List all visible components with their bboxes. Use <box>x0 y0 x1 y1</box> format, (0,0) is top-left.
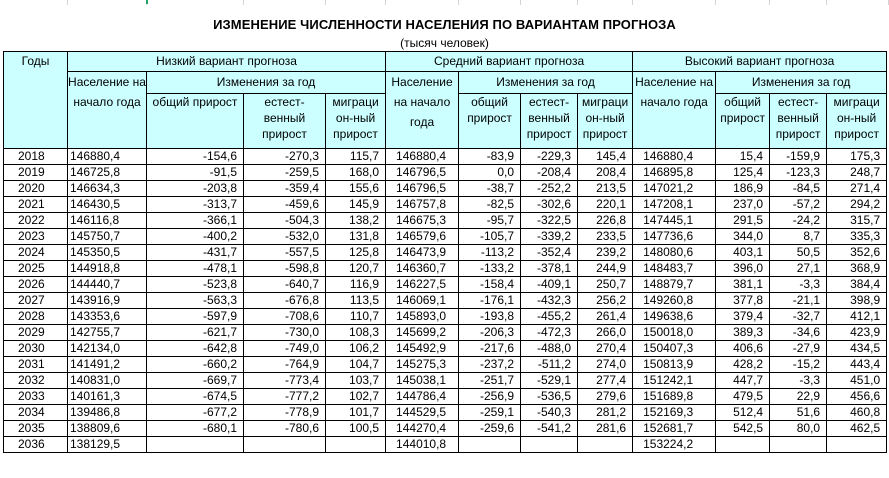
cell-total-mid[interactable] <box>459 437 521 453</box>
header-mid-variant[interactable]: Средний вариант прогноза <box>386 52 633 72</box>
cell-pop-low[interactable]: 140161,3 <box>68 389 147 405</box>
cell-migration-high[interactable]: 423,9 <box>827 325 887 341</box>
table-row <box>4 357 887 373</box>
cell-pop-mid[interactable]: 146675,3 <box>386 213 459 229</box>
cell-migration-mid[interactable]: 226,8 <box>578 213 633 229</box>
cell-pop-mid[interactable]: 145492,9 <box>386 341 459 357</box>
cell-migration-mid[interactable]: 208,4 <box>578 165 633 181</box>
cell-migration-mid[interactable]: 279,6 <box>578 389 633 405</box>
header-total-growth-low[interactable]: общий прирост <box>147 94 244 149</box>
cell-pop-low[interactable]: 146116,8 <box>68 213 147 229</box>
cell-natural-low[interactable] <box>244 437 326 453</box>
cell-natural-high[interactable]: -34,6 <box>770 325 827 341</box>
cell-natural-high[interactable]: -159,9 <box>770 149 827 165</box>
cell-migration-mid[interactable] <box>578 437 633 453</box>
cell-natural-low[interactable]: -598,8 <box>244 261 326 277</box>
cell-pop-mid[interactable]: 144786,4 <box>386 389 459 405</box>
header-changes-low[interactable]: Изменения за год <box>147 72 386 94</box>
cell-total-mid[interactable]: 0,0 <box>459 165 521 181</box>
active-cell-indicator <box>146 0 148 4</box>
cell-year[interactable]: 2035 <box>4 421 68 437</box>
cell-natural-low[interactable]: -778,9 <box>244 405 326 421</box>
cell-total-low[interactable]: -91,5 <box>147 165 244 181</box>
cell-pop-mid[interactable]: 144010,8 <box>386 437 459 453</box>
cell-natural-mid[interactable]: -322,5 <box>521 213 578 229</box>
cell-total-high[interactable]: 406,6 <box>716 341 770 357</box>
cell-natural-mid[interactable]: -208,4 <box>521 165 578 181</box>
cell-pop-high[interactable]: 150813,9 <box>633 357 716 373</box>
cell-pop-low[interactable]: 142134,0 <box>68 341 147 357</box>
table-subtitle: (тысяч человек) <box>400 36 489 50</box>
cell-pop-mid[interactable]: 146069,1 <box>386 293 459 309</box>
cell-pop-mid[interactable]: 146360,7 <box>386 261 459 277</box>
cell-year[interactable]: 2030 <box>4 341 68 357</box>
cell-pop-low[interactable]: 144918,8 <box>68 261 147 277</box>
cell-year[interactable]: 2025 <box>4 261 68 277</box>
cell-natural-low[interactable]: -259,5 <box>244 165 326 181</box>
cell-pop-high[interactable]: 147021,2 <box>633 181 716 197</box>
cell-natural-high[interactable]: -57,2 <box>770 197 827 213</box>
cell-migration-low[interactable]: 131,8 <box>326 229 386 245</box>
cell-natural-low[interactable]: -780,6 <box>244 421 326 437</box>
cell-pop-mid[interactable]: 145699,2 <box>386 325 459 341</box>
cell-year[interactable]: 2018 <box>4 149 68 165</box>
header-natural-growth-mid[interactable]: естест-венный прирост <box>521 94 578 149</box>
cell-natural-high[interactable]: -27,9 <box>770 341 827 357</box>
cell-natural-mid[interactable]: -229,3 <box>521 149 578 165</box>
cell-natural-high[interactable]: -21,1 <box>770 293 827 309</box>
cell-migration-high[interactable]: 368,9 <box>827 261 887 277</box>
table-row <box>4 277 887 293</box>
cell-natural-mid[interactable]: -488,0 <box>521 341 578 357</box>
cell-migration-high[interactable]: 462,5 <box>827 421 887 437</box>
cell-total-low[interactable]: -154,6 <box>147 149 244 165</box>
cell-migration-high[interactable] <box>827 437 887 453</box>
cell-natural-high[interactable]: 50,5 <box>770 245 827 261</box>
cell-total-mid[interactable]: -256,9 <box>459 389 521 405</box>
cell-year[interactable]: 2020 <box>4 181 68 197</box>
table-row <box>4 405 887 421</box>
header-natural-growth-high[interactable]: естест-венный прирост <box>770 94 827 149</box>
cell-total-mid[interactable]: -217,6 <box>459 341 521 357</box>
cell-total-low[interactable]: -597,9 <box>147 309 244 325</box>
cell-migration-mid[interactable]: 281,6 <box>578 421 633 437</box>
cell-natural-mid[interactable]: -540,3 <box>521 405 578 421</box>
table-row <box>4 421 887 437</box>
cell-migration-low[interactable]: 106,2 <box>326 341 386 357</box>
cell-total-mid[interactable]: -237,2 <box>459 357 521 373</box>
cell-year[interactable]: 2021 <box>4 197 68 213</box>
cell-total-high[interactable]: 291,5 <box>716 213 770 229</box>
cell-total-low[interactable]: -563,3 <box>147 293 244 309</box>
cell-pop-high[interactable]: 153224,2 <box>633 437 716 453</box>
cell-pop-low[interactable]: 138129,5 <box>68 437 147 453</box>
cell-natural-mid[interactable]: -302,6 <box>521 197 578 213</box>
header-years[interactable]: Годы <box>4 52 68 149</box>
cell-total-low[interactable]: -478,1 <box>147 261 244 277</box>
cell-migration-low[interactable]: 116,9 <box>326 277 386 293</box>
cell-pop-low[interactable]: 139486,8 <box>68 405 147 421</box>
cell-migration-mid[interactable]: 277,4 <box>578 373 633 389</box>
cell-pop-mid[interactable]: 145038,1 <box>386 373 459 389</box>
cell-pop-mid[interactable]: 144270,4 <box>386 421 459 437</box>
cell-migration-low[interactable]: 110,7 <box>326 309 386 325</box>
cell-year[interactable]: 2027 <box>4 293 68 309</box>
cell-natural-low[interactable]: -773,4 <box>244 373 326 389</box>
cell-total-high[interactable]: 512,4 <box>716 405 770 421</box>
cell-natural-high[interactable]: -123,3 <box>770 165 827 181</box>
table-body <box>4 149 887 453</box>
header-changes-high[interactable]: Изменения за год <box>716 72 887 94</box>
cell-total-high[interactable]: 389,3 <box>716 325 770 341</box>
cell-pop-low[interactable]: 146430,5 <box>68 197 147 213</box>
cell-total-high[interactable]: 379,4 <box>716 309 770 325</box>
table-row <box>4 245 887 261</box>
cell-pop-high[interactable]: 146895,8 <box>633 165 716 181</box>
cell-total-low[interactable]: -674,5 <box>147 389 244 405</box>
cell-total-high[interactable]: 344,0 <box>716 229 770 245</box>
cell-total-high[interactable]: 428,2 <box>716 357 770 373</box>
cell-natural-mid[interactable]: -511,2 <box>521 357 578 373</box>
cell-pop-high[interactable]: 151242,1 <box>633 373 716 389</box>
cell-total-high[interactable]: 186,9 <box>716 181 770 197</box>
cell-pop-high[interactable]: 150018,0 <box>633 325 716 341</box>
cell-migration-high[interactable]: 412,1 <box>827 309 887 325</box>
cell-natural-low[interactable]: -270,3 <box>244 149 326 165</box>
cell-total-mid[interactable]: -193,8 <box>459 309 521 325</box>
cell-year[interactable]: 2026 <box>4 277 68 293</box>
cell-migration-mid[interactable]: 239,2 <box>578 245 633 261</box>
cell-pop-high[interactable]: 147208,1 <box>633 197 716 213</box>
header-pop-start-mid[interactable]: Население на начало года <box>386 72 459 149</box>
cell-natural-mid[interactable]: -252,2 <box>521 181 578 197</box>
cell-pop-mid[interactable]: 146579,6 <box>386 229 459 245</box>
population-forecast-table <box>3 51 887 453</box>
cell-pop-mid[interactable]: 145275,3 <box>386 357 459 373</box>
cell-migration-high[interactable]: 294,2 <box>827 197 887 213</box>
cell-pop-mid[interactable]: 146796,5 <box>386 165 459 181</box>
cell-natural-mid[interactable] <box>521 437 578 453</box>
cell-pop-high[interactable]: 146880,4 <box>633 149 716 165</box>
cell-migration-high[interactable]: 175,3 <box>827 149 887 165</box>
cell-total-low[interactable]: -313,7 <box>147 197 244 213</box>
cell-natural-high[interactable]: -84,5 <box>770 181 827 197</box>
cell-natural-mid[interactable]: -536,5 <box>521 389 578 405</box>
cell-pop-high[interactable]: 148879,7 <box>633 277 716 293</box>
cell-migration-mid[interactable]: 261,4 <box>578 309 633 325</box>
cell-total-mid[interactable]: -259,1 <box>459 405 521 421</box>
cell-total-low[interactable]: -677,2 <box>147 405 244 421</box>
cell-natural-high[interactable]: 22,9 <box>770 389 827 405</box>
cell-migration-low[interactable] <box>326 437 386 453</box>
cell-migration-low[interactable]: 108,3 <box>326 325 386 341</box>
cell-natural-low[interactable]: -359,4 <box>244 181 326 197</box>
table-row <box>4 165 887 181</box>
cell-natural-high[interactable]: 51,6 <box>770 405 827 421</box>
table-row <box>4 213 887 229</box>
cell-pop-low[interactable]: 146634,3 <box>68 181 147 197</box>
table-row <box>4 149 887 165</box>
header-low-variant[interactable]: Низкий вариант прогноза <box>68 52 386 72</box>
header-total-growth-mid[interactable]: общий прирост <box>459 94 521 149</box>
cell-total-mid[interactable]: -133,2 <box>459 261 521 277</box>
cell-year[interactable]: 2023 <box>4 229 68 245</box>
cell-total-low[interactable]: -203,8 <box>147 181 244 197</box>
cell-migration-mid[interactable]: 220,1 <box>578 197 633 213</box>
cell-total-low[interactable]: -680,1 <box>147 421 244 437</box>
cell-total-low[interactable]: -400,2 <box>147 229 244 245</box>
cell-migration-low[interactable]: 101,7 <box>326 405 386 421</box>
cell-pop-mid[interactable]: 146880,4 <box>386 149 459 165</box>
cell-pop-mid[interactable]: 145893,0 <box>386 309 459 325</box>
cell-total-low[interactable]: -669,7 <box>147 373 244 389</box>
cell-total-mid[interactable]: -113,2 <box>459 245 521 261</box>
cell-total-low[interactable]: -660,2 <box>147 357 244 373</box>
cell-pop-high[interactable]: 152681,7 <box>633 421 716 437</box>
cell-natural-low[interactable]: -504,3 <box>244 213 326 229</box>
cell-pop-low[interactable]: 143353,6 <box>68 309 147 325</box>
cell-natural-high[interactable]: 27,1 <box>770 261 827 277</box>
cell-pop-low[interactable]: 138809,6 <box>68 421 147 437</box>
cell-total-high[interactable]: 377,8 <box>716 293 770 309</box>
cell-total-mid[interactable]: -82,5 <box>459 197 521 213</box>
cell-pop-low[interactable]: 141491,2 <box>68 357 147 373</box>
header-natural-growth-low[interactable]: естест-венный прирост <box>244 94 326 149</box>
cell-pop-mid[interactable]: 146473,9 <box>386 245 459 261</box>
cell-migration-low[interactable]: 102,7 <box>326 389 386 405</box>
cell-year[interactable]: 2031 <box>4 357 68 373</box>
spreadsheet-column-gridlines <box>0 0 889 8</box>
cell-natural-high[interactable]: -3,3 <box>770 277 827 293</box>
cell-migration-low[interactable]: 138,2 <box>326 213 386 229</box>
cell-pop-low[interactable]: 145750,7 <box>68 229 147 245</box>
cell-natural-mid[interactable]: -352,4 <box>521 245 578 261</box>
cell-migration-mid[interactable]: 266,0 <box>578 325 633 341</box>
table-title: ИЗМЕНЕНИЕ ЧИСЛЕННОСТИ НАСЕЛЕНИЯ ПО ВАРИАНТАМ ПРОГНОЗА <box>213 17 676 32</box>
cell-natural-high[interactable]: -32,7 <box>770 309 827 325</box>
table-row <box>4 373 887 389</box>
table-row <box>4 325 887 341</box>
cell-migration-low[interactable]: 100,5 <box>326 421 386 437</box>
cell-migration-mid[interactable]: 281,2 <box>578 405 633 421</box>
cell-year[interactable]: 2034 <box>4 405 68 421</box>
cell-migration-mid[interactable]: 233,5 <box>578 229 633 245</box>
cell-natural-mid[interactable]: -409,1 <box>521 277 578 293</box>
cell-pop-low[interactable]: 146880,4 <box>68 149 147 165</box>
cell-pop-high[interactable]: 147736,6 <box>633 229 716 245</box>
cell-natural-low[interactable]: -676,8 <box>244 293 326 309</box>
cell-migration-high[interactable]: 315,7 <box>827 213 887 229</box>
cell-migration-mid[interactable]: 244,9 <box>578 261 633 277</box>
cell-natural-low[interactable]: -708,6 <box>244 309 326 325</box>
cell-migration-low[interactable]: 120,7 <box>326 261 386 277</box>
table-row <box>4 261 887 277</box>
cell-natural-low[interactable]: -777,2 <box>244 389 326 405</box>
cell-total-high[interactable] <box>716 437 770 453</box>
cell-total-high[interactable]: 403,1 <box>716 245 770 261</box>
cell-pop-mid[interactable]: 144529,5 <box>386 405 459 421</box>
cell-year[interactable]: 2029 <box>4 325 68 341</box>
cell-year[interactable]: 2019 <box>4 165 68 181</box>
cell-total-mid[interactable]: -158,4 <box>459 277 521 293</box>
cell-natural-mid[interactable]: -541,2 <box>521 421 578 437</box>
cell-pop-high[interactable]: 152169,3 <box>633 405 716 421</box>
cell-year[interactable]: 2028 <box>4 309 68 325</box>
cell-natural-mid[interactable]: -378,1 <box>521 261 578 277</box>
header-migration-growth-mid[interactable]: миграци он-ный прирост <box>578 94 633 149</box>
cell-total-low[interactable]: -642,8 <box>147 341 244 357</box>
cell-natural-mid[interactable]: -432,3 <box>521 293 578 309</box>
cell-migration-low[interactable]: 145,9 <box>326 197 386 213</box>
cell-pop-high[interactable]: 149260,8 <box>633 293 716 309</box>
header-high-variant[interactable]: Высокий вариант прогноза <box>633 52 887 72</box>
cell-natural-high[interactable]: -24,2 <box>770 213 827 229</box>
cell-natural-low[interactable]: -459,6 <box>244 197 326 213</box>
table-row <box>4 341 887 357</box>
cell-migration-high[interactable]: 384,4 <box>827 277 887 293</box>
cell-natural-low[interactable]: -532,0 <box>244 229 326 245</box>
cell-total-low[interactable]: -523,8 <box>147 277 244 293</box>
cell-pop-low[interactable]: 140831,0 <box>68 373 147 389</box>
cell-migration-low[interactable]: 125,8 <box>326 245 386 261</box>
cell-migration-mid[interactable]: 145,4 <box>578 149 633 165</box>
cell-year[interactable]: 2036 <box>4 437 68 453</box>
cell-natural-high[interactable]: -15,2 <box>770 357 827 373</box>
cell-total-low[interactable]: -621,7 <box>147 325 244 341</box>
cell-pop-mid[interactable]: 146227,5 <box>386 277 459 293</box>
cell-total-mid[interactable]: -206,3 <box>459 325 521 341</box>
cell-migration-low[interactable]: 113,5 <box>326 293 386 309</box>
cell-total-low[interactable]: -366,1 <box>147 213 244 229</box>
cell-pop-mid[interactable]: 146796,5 <box>386 181 459 197</box>
header-total-growth-high[interactable]: общий прирост <box>716 94 770 149</box>
cell-natural-high[interactable] <box>770 437 827 453</box>
cell-total-high[interactable]: 479,5 <box>716 389 770 405</box>
cell-natural-mid[interactable]: -529,1 <box>521 373 578 389</box>
cell-total-mid[interactable]: -38,7 <box>459 181 521 197</box>
header-pop-start-low[interactable]: Население на начало года <box>68 72 147 149</box>
cell-migration-low[interactable]: 115,7 <box>326 149 386 165</box>
cell-total-high[interactable]: 542,5 <box>716 421 770 437</box>
cell-migration-high[interactable]: 434,5 <box>827 341 887 357</box>
table-row <box>4 389 887 405</box>
cell-pop-mid[interactable]: 146757,8 <box>386 197 459 213</box>
cell-pop-high[interactable]: 151689,8 <box>633 389 716 405</box>
cell-pop-high[interactable]: 149638,6 <box>633 309 716 325</box>
cell-total-mid[interactable]: -105,7 <box>459 229 521 245</box>
cell-natural-mid[interactable]: -339,2 <box>521 229 578 245</box>
cell-pop-low[interactable]: 143916,9 <box>68 293 147 309</box>
cell-natural-high[interactable]: 8,7 <box>770 229 827 245</box>
header-migration-growth-low[interactable]: миграци он-ный прирост <box>326 94 386 149</box>
cell-natural-mid[interactable]: -455,2 <box>521 309 578 325</box>
cell-migration-high[interactable]: 451,0 <box>827 373 887 389</box>
cell-natural-low[interactable]: -557,5 <box>244 245 326 261</box>
header-pop-start-high[interactable]: Население на начало года <box>633 72 716 149</box>
cell-year[interactable]: 2022 <box>4 213 68 229</box>
cell-pop-high[interactable]: 147445,1 <box>633 213 716 229</box>
cell-natural-low[interactable]: -640,7 <box>244 277 326 293</box>
cell-migration-high[interactable]: 335,3 <box>827 229 887 245</box>
table-row <box>4 437 887 453</box>
cell-migration-high[interactable]: 271,4 <box>827 181 887 197</box>
cell-migration-high[interactable]: 248,7 <box>827 165 887 181</box>
cell-year[interactable]: 2033 <box>4 389 68 405</box>
cell-total-high[interactable]: 125,4 <box>716 165 770 181</box>
header-changes-mid[interactable]: Изменения за год <box>459 72 633 94</box>
cell-pop-low[interactable]: 144440,7 <box>68 277 147 293</box>
table-row <box>4 309 887 325</box>
cell-total-mid[interactable]: -259,6 <box>459 421 521 437</box>
cell-pop-high[interactable]: 148483,7 <box>633 261 716 277</box>
table-row <box>4 229 887 245</box>
cell-total-high[interactable]: 396,0 <box>716 261 770 277</box>
cell-migration-high[interactable]: 443,4 <box>827 357 887 373</box>
cell-pop-high[interactable]: 148080,6 <box>633 245 716 261</box>
cell-total-mid[interactable]: -83,9 <box>459 149 521 165</box>
cell-pop-low[interactable]: 145350,5 <box>68 245 147 261</box>
table-row <box>4 181 887 197</box>
cell-natural-low[interactable]: -749,0 <box>244 341 326 357</box>
cell-migration-mid[interactable]: 213,5 <box>578 181 633 197</box>
cell-migration-low[interactable]: 103,7 <box>326 373 386 389</box>
cell-total-high[interactable]: 447,7 <box>716 373 770 389</box>
cell-total-high[interactable]: 15,4 <box>716 149 770 165</box>
header-migration-growth-high[interactable]: миграци он-ный прирост <box>827 94 887 149</box>
cell-total-mid[interactable]: -95,7 <box>459 213 521 229</box>
cell-migration-high[interactable]: 398,9 <box>827 293 887 309</box>
cell-migration-high[interactable]: 352,6 <box>827 245 887 261</box>
cell-year[interactable]: 2024 <box>4 245 68 261</box>
cell-natural-mid[interactable]: -472,3 <box>521 325 578 341</box>
cell-total-low[interactable]: -431,7 <box>147 245 244 261</box>
cell-natural-low[interactable]: -730,0 <box>244 325 326 341</box>
cell-migration-high[interactable]: 456,6 <box>827 389 887 405</box>
cell-total-high[interactable]: 381,1 <box>716 277 770 293</box>
cell-migration-low[interactable]: 168,0 <box>326 165 386 181</box>
cell-migration-low[interactable]: 104,7 <box>326 357 386 373</box>
table-row <box>4 293 887 309</box>
cell-migration-mid[interactable]: 270,4 <box>578 341 633 357</box>
cell-pop-low[interactable]: 142755,7 <box>68 325 147 341</box>
cell-migration-low[interactable]: 155,6 <box>326 181 386 197</box>
cell-year[interactable]: 2032 <box>4 373 68 389</box>
cell-total-low[interactable] <box>147 437 244 453</box>
cell-total-mid[interactable]: -251,7 <box>459 373 521 389</box>
cell-migration-mid[interactable]: 274,0 <box>578 357 633 373</box>
cell-natural-low[interactable]: -764,9 <box>244 357 326 373</box>
cell-total-high[interactable]: 237,0 <box>716 197 770 213</box>
cell-pop-low[interactable]: 146725,8 <box>68 165 147 181</box>
cell-migration-mid[interactable]: 256,2 <box>578 293 633 309</box>
cell-pop-high[interactable]: 150407,3 <box>633 341 716 357</box>
table-row <box>4 197 887 213</box>
cell-natural-high[interactable]: 80,0 <box>770 421 827 437</box>
cell-total-mid[interactable]: -176,1 <box>459 293 521 309</box>
cell-migration-mid[interactable]: 250,7 <box>578 277 633 293</box>
cell-natural-high[interactable]: -3,3 <box>770 373 827 389</box>
cell-migration-high[interactable]: 460,8 <box>827 405 887 421</box>
